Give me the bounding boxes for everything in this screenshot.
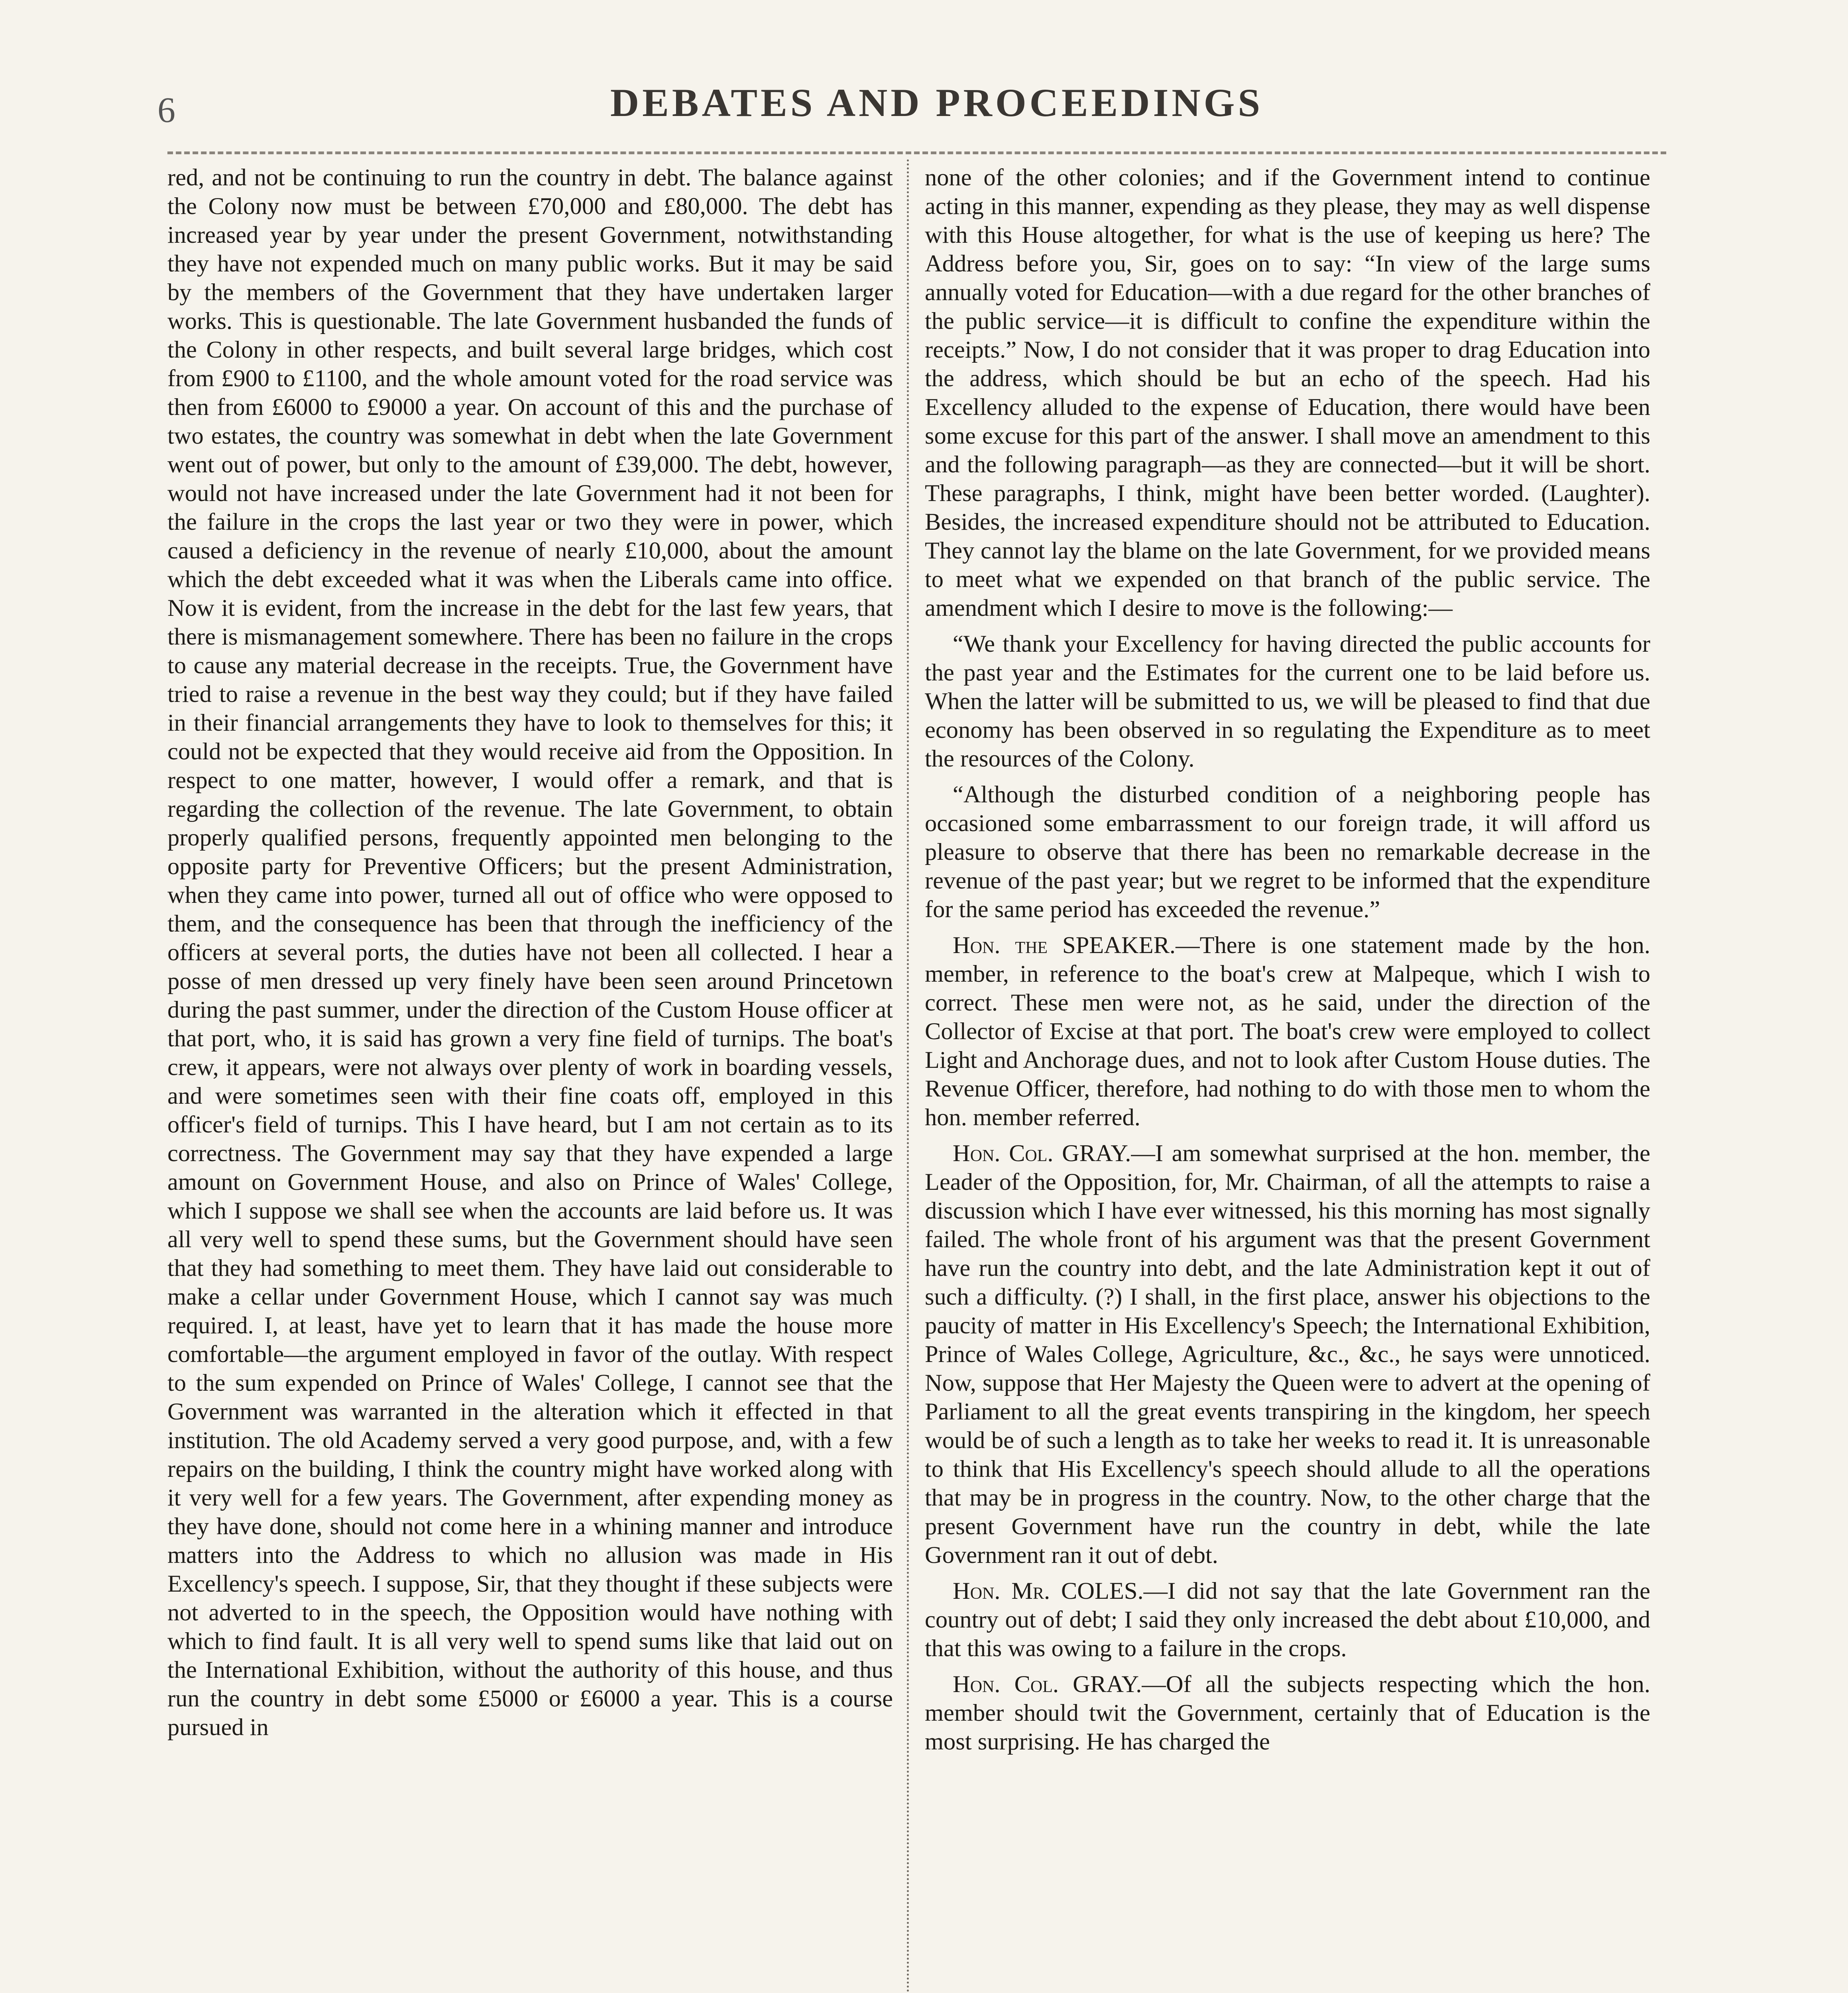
column-divider — [907, 159, 909, 1993]
left-column — [167, 163, 893, 1993]
page-number: 6 — [157, 90, 175, 130]
left-paragraph: red, and not be continuing to run the country in debt. The balance against the Colony now must be between £70,000 and £80,000. The debt has increased year by year under the present Government, notwithstanding they have not expended much on many public works. But it may be said by the members of the Government that they have undertaken larger works. This is questionable. The late Government husbanded the funds of the Colony in other respects, and built several large bridges, which cost from £900 to £1100, and the whole amount voted for the road service was then from £6000 to £9000 a year. On account of this and the purchase of two estates, the country was somewhat in debt when the late Government went out of power, but only to the amount of £39,000. The debt, however, would not have increased under the late Government had it not been for the failure in the crops the last year or two they were in power, which caused a deficiency in the revenue of nearly £10,000, about the amount which the debt exceeded what it was when the Liberals came into office. Now it is evident, from the increase in the debt for the last few years, that there is mismanagement somewhere. There has been no failure in the crops to cause any material decrease in the receipts. True, the Government have tried to raise a revenue in the best way they could; but if they have failed in their financial arrangements they have to look to themselves for this; it could not be expected that they would receive aid from the Opposition. In respect to one matter, however, I would offer a remark, and that is regarding the collection of the revenue. The late Government, to obtain properly qualified persons, frequently appointed men belonging to the opposite party for Preventive Officers; but the present Administration, when they came into power, turned all out of office who were opposed to them, and the consequence has been that through the inefficiency of the officers at several ports, the duties have not been all collected. I hear a posse of men dressed up very finely have been seen around Princetown during the past summer, under the direction of the Custom House officer at that port, who, it is said has grown a very fine field of turnips. The boat's crew, it appears, were not always over plenty of work in boarding vessels, and were sometimes seen with their fine coats off, employed in this officer's field of turnips. This I have heard, but I am not certain as to its correctness. The Government may say that they have expended a large amount on Government House, and also on Prince of Wales' College, which I suppose we shall see when the accounts are laid before us. It was all very well to spend these sums, but the Government should have seen that they had something to meet them. They have laid out considerable to make a cellar under Government House, which I cannot say was much required. I, at least, have yet to learn that it has made the house more comfortable—the argument employed in favor of the outlay. With respect to the sum expended on Prince of Wales' College, I cannot see that the Government was warranted in the alteration which it effected in that institution. The old Academy served a very good purpose, and, with a few repairs on the building, I think the country might have worked along with it very well for a few years. The Government, after expending money as they have done, should not come here in a whining manner and introduce matters into the Address to which no allusion was made in His Excellency's speech. I suppose, Sir, that they thought if these subjects were not adverted to in the speech, the Opposition would have nothing with which to find fault. It is all very well to spend sums like that laid out on the International Exhibition, without the authority of this house, and thus run the country in debt some £5000 or £6000 a year. This is a course pursued in — [167, 164, 893, 1741]
amendment-quote: “Although the disturbed condition of a neighboring people has occasioned some embarrassment to our foreign trade, it will afford us pleasure to observe that there has been no remarkable decrease in the revenue of the past year; but we regret to be informed that the expenditure for the same period has exceeded the revenue.” — [925, 781, 1650, 923]
speech-paragraph: Hon. Mr. COLES.—I did not say that the late Government ran the country out of debt; I said they only increased the debt about £10,000, and that this was owing to a failure in the crops. — [925, 1578, 1650, 1662]
speaker-name: Hon. Col. GRAY. — [953, 1140, 1131, 1167]
speaker-name: Hon. Mr. COLES. — [953, 1578, 1144, 1604]
right-paragraph: none of the other colonies; and if the Government intend to continue acting in this manner, expending as they please, they may as well dispense with this House altogether, for what is the use of keeping us here? The Address before you, Sir, goes on to say: “In view of the large sums annually voted for Education—with a due regard for the other branches of the public service—it is difficult to confine the expenditure within the receipts.” Now, I do not consider that it was proper to drag Education into the address, which should be but an echo of the speech. Had his Excellency alluded to the expense of Education, there would have been some excuse for this part of the answer. I shall move an amendment to this and the following paragraph—as they are connected—but it will be short. These paragraphs, I think, might have been better worded. (Laughter). Besides, the increased expenditure should not be attributed to Education. They cannot lay the blame on the late Government, for we provided means to meet what we expended on that branch of the public service. The amendment which I desire to move is the following:— — [925, 164, 1650, 621]
right-column — [925, 163, 1650, 1993]
running-title: DEBATES AND PROCEEDINGS — [610, 81, 1263, 125]
speaker-name: Hon. the SPEAKER. — [953, 932, 1176, 959]
speaker-name: Hon. Col. GRAY. — [953, 1671, 1142, 1698]
speech-paragraph: Hon. the SPEAKER.—There is one statement made by the hon. member, in reference to the boat's crew at Malpeque, which I wish to correct. These men were not, as he said, under the direction of the Collector of Excise at that port. The boat's crew were employed to collect Light and Anchorage dues, and not to look after Custom House duties. The Revenue Officer, therefore, had nothing to do with those men to whom the hon. member referred. — [925, 932, 1650, 1131]
header-rule — [167, 151, 1666, 154]
speech-paragraph: Hon. Col. GRAY.—Of all the subjects respecting which the hon. member should twit the Government, certainly that of Education is the most surprising. He has charged the — [925, 1671, 1650, 1755]
speech-paragraph: Hon. Col. GRAY.—I am somewhat surprised at the hon. member, the Leader of the Opposition, for, Mr. Chairman, of all the attempts to raise a discussion which I have ever witnessed, his this morning has most signally failed. The whole front of his argument was that the present Government have run the country into debt, and the late Administration kept it out of such a difficulty. (?) I shall, in the first place, answer his objections to the paucity of matter in His Excellency's Speech; the International Exhibition, Prince of Wales College, Agriculture, &c., &c., he says were unnoticed. Now, suppose that Her Majesty the Queen were to advert at the opening of Parliament to all the great events transpiring in the kingdom, her speech would be of such a length as to take her weeks to read it. It is unreasonable to think that His Excellency's speech should allude to all the operations that may be in progress in the country. Now, to the other charge that the present Government have run the country in debt, while the late Government ran it out of debt. — [925, 1140, 1650, 1568]
amendment-quote: “We thank your Excellency for having directed the public accounts for the past year and the Estimates for the current one to be laid before us. When the latter will be submitted to us, we will be pleased to find that due economy has been observed in so regulating the Expenditure as to meet the resources of the Colony. — [925, 631, 1650, 772]
